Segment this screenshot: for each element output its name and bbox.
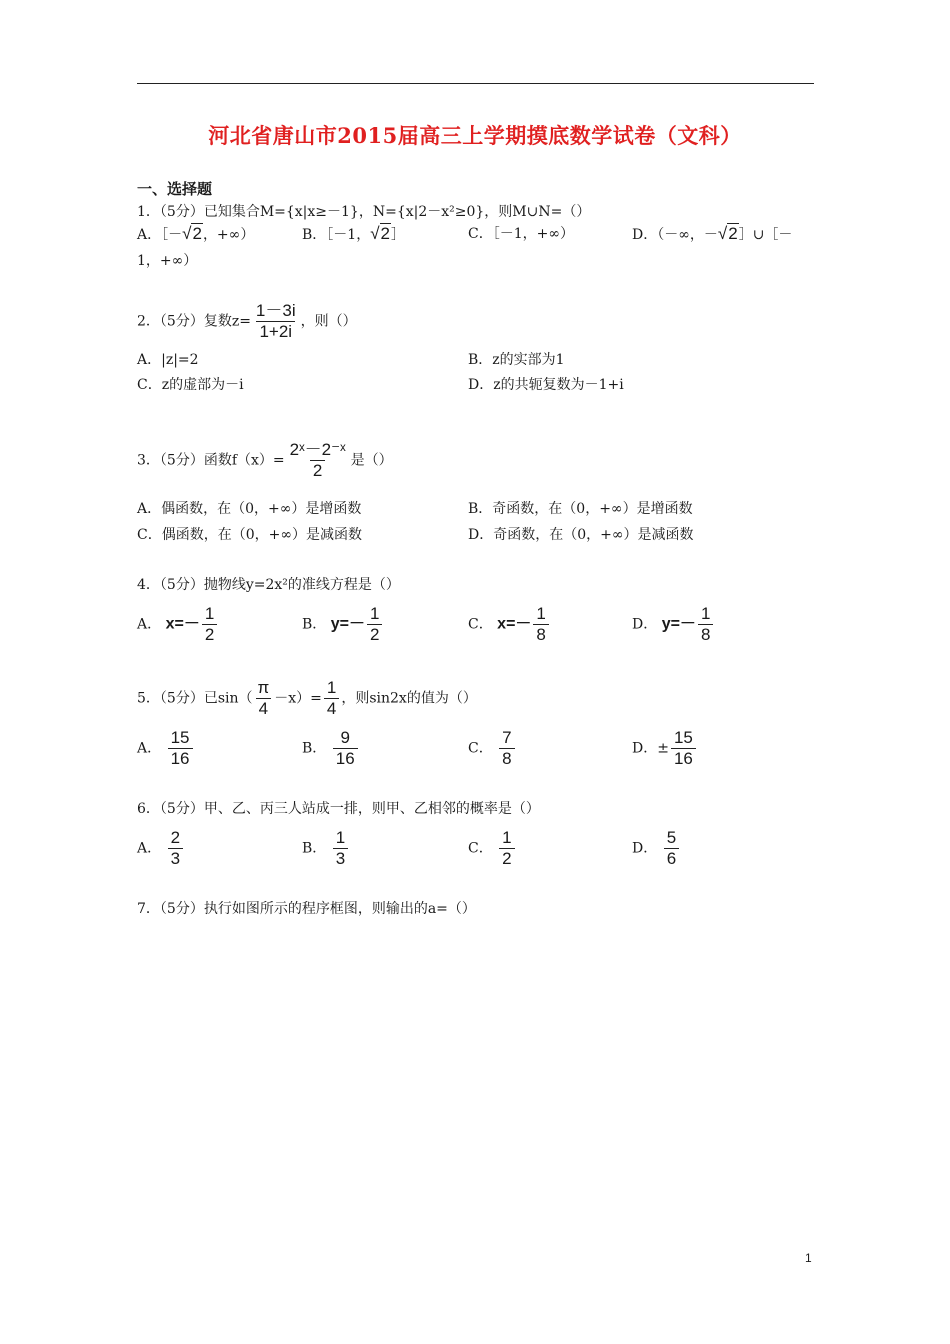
q1-option-d bbox=[632, 225, 792, 244]
q5-fraction-2 bbox=[324, 678, 339, 719]
q5-option-c bbox=[468, 728, 517, 769]
q6-a-den: 3 bbox=[168, 848, 183, 869]
section-heading: 一、选择题 bbox=[137, 180, 213, 198]
q3-option-c: C．偶函数，在（0，+∞）是减函数 bbox=[137, 527, 363, 543]
q6-c-num: 1 bbox=[502, 828, 512, 847]
q4-a-var: x=－ bbox=[165, 615, 200, 633]
q1-option-b bbox=[302, 225, 405, 244]
q6-b-label: B． bbox=[302, 840, 327, 857]
q5-stem bbox=[137, 678, 477, 719]
q6-stem: 6．（5分）甲、乙、丙三人站成一排，则甲、乙相邻的概率是（） bbox=[137, 801, 540, 817]
q4-d-var: y=－ bbox=[661, 615, 696, 633]
q5-f1-den: 4 bbox=[256, 698, 271, 719]
q4-a-den: 2 bbox=[202, 624, 217, 645]
q1-stem: 1．（5分）已知集合M={x|x≥－1}，N={x|2－x²≥0}，则M∪N=（） bbox=[137, 204, 591, 220]
q6-option-d bbox=[632, 828, 681, 869]
q4-d-den: 8 bbox=[698, 624, 713, 645]
q3-stem-suffix: 是（） bbox=[350, 452, 393, 469]
q6-d-fraction bbox=[664, 828, 679, 869]
page-title: 河北省唐山市2015届高三上学期摸底数学试卷（文科） bbox=[208, 123, 742, 148]
q3-denominator: 2 bbox=[310, 460, 325, 481]
q2-stem bbox=[137, 301, 357, 342]
header-rule bbox=[137, 83, 814, 84]
q2-stem-prefix: 2．（5分）复数z= bbox=[137, 313, 251, 330]
q5-b-den: 16 bbox=[333, 748, 358, 769]
q5-d-den: 16 bbox=[671, 748, 696, 769]
q6-d-den: 6 bbox=[664, 848, 679, 869]
q2-option-d: D．z的共轭复数为－1+i bbox=[468, 377, 624, 393]
q4-c-den: 8 bbox=[533, 624, 548, 645]
q1-option-d-continued: 1，+∞） bbox=[137, 253, 198, 269]
q1-d-radicand: 2 bbox=[728, 224, 738, 243]
q4-a-label: A． bbox=[137, 616, 162, 633]
q5-a-num: 15 bbox=[170, 728, 190, 747]
q2-denominator: 1+2i bbox=[256, 321, 295, 342]
q6-c-label: C． bbox=[468, 840, 493, 857]
q1-d-suffix: ］∪［－ bbox=[738, 227, 793, 243]
sqrt-symbol: √2 bbox=[182, 224, 202, 243]
q5-f2-num: 1 bbox=[326, 678, 337, 697]
q6-a-label: A． bbox=[137, 840, 162, 857]
q4-c-num: 1 bbox=[536, 604, 546, 623]
q4-b-var: y=－ bbox=[330, 615, 365, 633]
q4-d-fraction bbox=[698, 604, 713, 645]
q4-d-num: 1 bbox=[700, 604, 711, 623]
q4-a-fraction bbox=[202, 604, 217, 645]
q1-d-prefix: D．（－∞，－ bbox=[632, 227, 718, 243]
q1-b-prefix: B．［－1， bbox=[302, 227, 371, 243]
q3-stem-prefix: 3．（5分）函数f（x）= bbox=[137, 452, 285, 469]
q5-a-label: A． bbox=[137, 740, 162, 757]
q4-stem: 4．（5分）抛物线y=2x²的准线方程是（） bbox=[137, 577, 400, 593]
q5-c-den: 8 bbox=[499, 748, 514, 769]
q3-fraction bbox=[287, 440, 349, 481]
q5-option-a bbox=[137, 728, 195, 769]
q1-a-prefix: A．［－ bbox=[137, 227, 183, 243]
q2-option-b: B．z的实部为1 bbox=[468, 352, 565, 368]
q5-d-fraction bbox=[671, 728, 696, 769]
q3-option-a: A．偶函数，在（0，+∞）是增函数 bbox=[137, 501, 362, 517]
q6-b-den: 3 bbox=[333, 848, 348, 869]
q4-option-a bbox=[137, 604, 219, 645]
q4-c-fraction bbox=[533, 604, 548, 645]
q5-f2-den: 4 bbox=[324, 698, 339, 719]
q6-d-label: D． bbox=[632, 840, 658, 857]
q6-c-fraction bbox=[499, 828, 514, 869]
q6-a-fraction bbox=[168, 828, 183, 869]
q1-option-c: C．［－1，+∞） bbox=[468, 226, 575, 242]
q4-option-c bbox=[468, 604, 551, 645]
q2-option-c: C．z的虚部为－i bbox=[137, 377, 244, 393]
q5-a-den: 16 bbox=[168, 748, 193, 769]
q2-option-a: A．|z|=2 bbox=[137, 352, 199, 368]
q4-c-label: C． bbox=[468, 616, 493, 633]
q6-a-num: 2 bbox=[170, 828, 181, 847]
q4-a-num: 1 bbox=[204, 604, 215, 623]
q5-fraction-1 bbox=[255, 678, 273, 719]
q4-b-num: 1 bbox=[370, 604, 380, 623]
q6-option-b bbox=[302, 828, 350, 869]
q4-b-label: B． bbox=[302, 616, 327, 633]
q2-stem-suffix: ，则（） bbox=[300, 313, 357, 330]
q1-b-radicand: 2 bbox=[380, 224, 391, 243]
q5-stem-prefix: 5．（5分）已sin（ bbox=[137, 690, 253, 707]
q6-c-den: 2 bbox=[499, 848, 514, 869]
q3-option-b: B．奇函数，在（0，+∞）是增函数 bbox=[468, 501, 693, 517]
q5-b-label: B． bbox=[302, 740, 327, 757]
q2-fraction bbox=[253, 301, 299, 342]
q6-option-c bbox=[468, 828, 517, 869]
q5-stem-middle: －x）= bbox=[274, 690, 322, 707]
q3-stem bbox=[137, 440, 393, 481]
q4-c-var: x=－ bbox=[497, 615, 532, 633]
q3-numerator: 2ˣ－2⁻ˣ bbox=[289, 440, 346, 459]
q5-b-fraction bbox=[333, 728, 358, 769]
sqrt-symbol: √2 bbox=[370, 224, 391, 243]
q1-a-radicand: 2 bbox=[192, 224, 202, 243]
q4-b-fraction bbox=[367, 604, 382, 645]
q2-numerator: 1－3i bbox=[255, 301, 296, 320]
sqrt-symbol: √2 bbox=[717, 224, 738, 243]
q3-option-d: D．奇函数，在（0，+∞）是减函数 bbox=[468, 527, 694, 543]
q6-d-num: 5 bbox=[666, 828, 677, 847]
q4-d-label: D． bbox=[632, 616, 658, 633]
q5-c-fraction bbox=[499, 728, 514, 769]
q1-option-a bbox=[137, 225, 254, 244]
q6-b-fraction bbox=[333, 828, 348, 869]
q5-option-d bbox=[632, 728, 698, 769]
q6-b-num: 1 bbox=[335, 828, 346, 847]
q7-stem: 7．（5分）执行如图所示的程序框图，则输出的a=（） bbox=[137, 901, 476, 917]
q5-c-label: C． bbox=[468, 740, 493, 757]
q4-option-d bbox=[632, 604, 715, 645]
q4-b-den: 2 bbox=[367, 624, 382, 645]
q5-d-num: 15 bbox=[673, 728, 693, 747]
q6-option-a bbox=[137, 828, 185, 869]
q5-d-label: D．± bbox=[632, 740, 669, 757]
q1-b-suffix: ］ bbox=[391, 227, 406, 243]
q5-f1-num: π bbox=[257, 678, 270, 697]
q5-stem-suffix: ，则sin2x的值为（） bbox=[341, 690, 477, 707]
page-number: 1 bbox=[805, 1251, 812, 1265]
q5-c-num: 7 bbox=[502, 728, 512, 747]
q1-a-suffix: ，+∞） bbox=[202, 227, 255, 243]
q4-option-b bbox=[302, 604, 384, 645]
q5-a-fraction bbox=[168, 728, 193, 769]
q5-option-b bbox=[302, 728, 360, 769]
q5-b-num: 9 bbox=[340, 728, 350, 747]
